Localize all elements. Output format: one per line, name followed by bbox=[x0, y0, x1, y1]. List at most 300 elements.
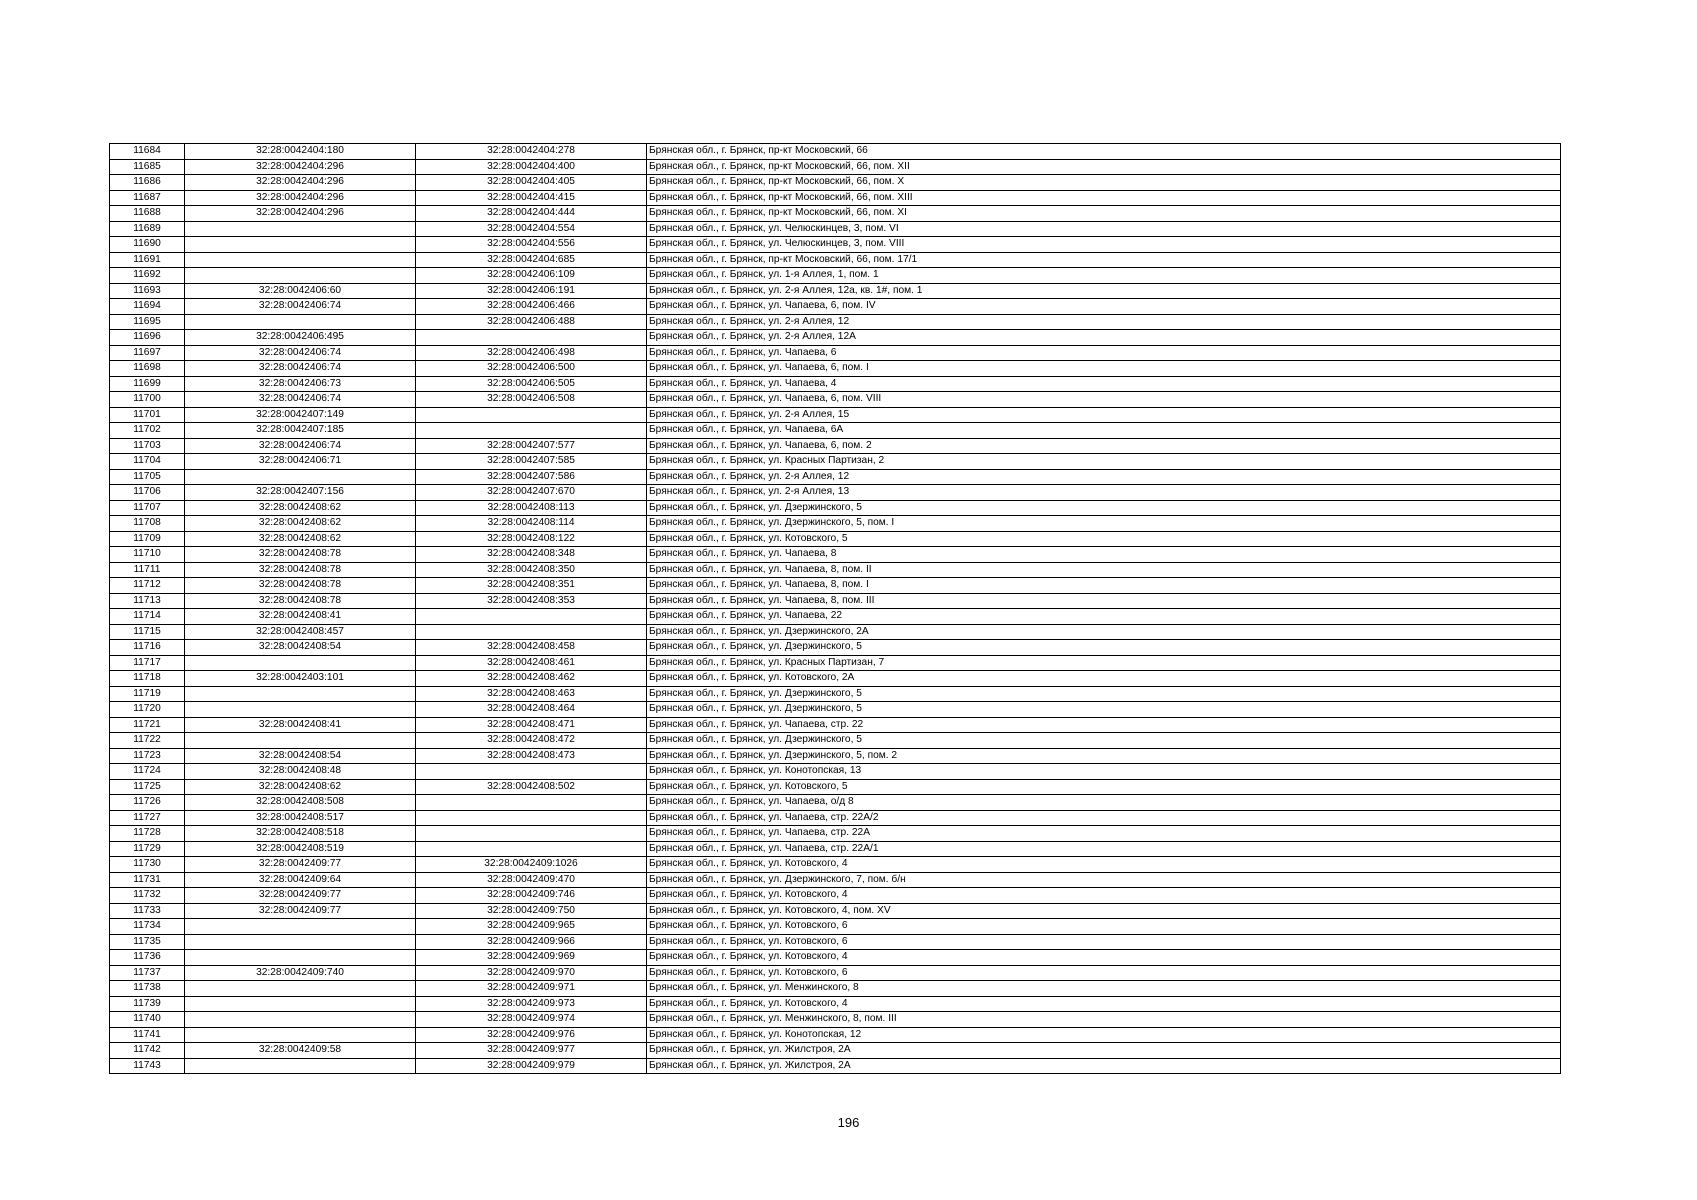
row-number-cell: 11704 bbox=[110, 454, 185, 470]
table-row bbox=[110, 857, 1561, 873]
address-cell: Брянская обл., г. Брянск, ул. Красных Партизан, 7 bbox=[647, 655, 1561, 671]
object-cadastral-number-cell: 32:28:0042409:750 bbox=[416, 903, 647, 919]
row-number-cell: 11727 bbox=[110, 810, 185, 826]
table-row bbox=[110, 981, 1561, 997]
address-cell: Брянская обл., г. Брянск, ул. Котовского, 4 bbox=[647, 950, 1561, 966]
parcel-cadastral-number-cell: 32:28:0042404:180 bbox=[185, 144, 416, 160]
row-number-cell: 11693 bbox=[110, 283, 185, 299]
parcel-cadastral-number-cell: 32:28:0042408:78 bbox=[185, 593, 416, 609]
address-cell: Брянская обл., г. Брянск, ул. Дзержинского, 5 bbox=[647, 686, 1561, 702]
row-number-cell: 11729 bbox=[110, 841, 185, 857]
row-number-cell: 11743 bbox=[110, 1058, 185, 1074]
table-row bbox=[110, 686, 1561, 702]
object-cadastral-number-cell: 32:28:0042408:114 bbox=[416, 516, 647, 532]
address-cell: Брянская обл., г. Брянск, ул. Чапаева, 8 bbox=[647, 547, 1561, 563]
table-row bbox=[110, 531, 1561, 547]
row-number-cell: 11688 bbox=[110, 206, 185, 222]
object-cadastral-number-cell: 32:28:0042404:444 bbox=[416, 206, 647, 222]
row-number-cell: 11731 bbox=[110, 872, 185, 888]
address-cell: Брянская обл., г. Брянск, ул. Котовского, 6 bbox=[647, 919, 1561, 935]
row-number-cell: 11739 bbox=[110, 996, 185, 1012]
table-row bbox=[110, 841, 1561, 857]
row-number-cell: 11723 bbox=[110, 748, 185, 764]
address-cell: Брянская обл., г. Брянск, пр-кт Московский, 66, пом. XII bbox=[647, 159, 1561, 175]
row-number-cell: 11734 bbox=[110, 919, 185, 935]
table-row bbox=[110, 593, 1561, 609]
object-cadastral-number-cell: 32:28:0042409:746 bbox=[416, 888, 647, 904]
parcel-cadastral-number-cell: 32:28:0042408:62 bbox=[185, 531, 416, 547]
address-cell: Брянская обл., г. Брянск, ул. Дзержинского, 5 bbox=[647, 733, 1561, 749]
object-cadastral-number-cell: 32:28:0042409:470 bbox=[416, 872, 647, 888]
object-cadastral-number-cell bbox=[416, 764, 647, 780]
table-row bbox=[110, 717, 1561, 733]
object-cadastral-number-cell: 32:28:0042408:472 bbox=[416, 733, 647, 749]
row-number-cell: 11741 bbox=[110, 1027, 185, 1043]
object-cadastral-number-cell: 32:28:0042406:508 bbox=[416, 392, 647, 408]
address-cell: Брянская обл., г. Брянск, ул. Чапаева, 6, пом. 2 bbox=[647, 438, 1561, 454]
row-number-cell: 11706 bbox=[110, 485, 185, 501]
address-cell: Брянская обл., г. Брянск, ул. Конотопская, 12 bbox=[647, 1027, 1561, 1043]
address-cell: Брянская обл., г. Брянск, ул. Челюскинцев, 3, пом. VIII bbox=[647, 237, 1561, 253]
object-cadastral-number-cell: 32:28:0042409:966 bbox=[416, 934, 647, 950]
table-row bbox=[110, 578, 1561, 594]
table-row bbox=[110, 609, 1561, 625]
row-number-cell: 11684 bbox=[110, 144, 185, 160]
parcel-cadastral-number-cell bbox=[185, 934, 416, 950]
parcel-cadastral-number-cell: 32:28:0042408:54 bbox=[185, 640, 416, 656]
object-cadastral-number-cell: 32:28:0042409:969 bbox=[416, 950, 647, 966]
object-cadastral-number-cell: 32:28:0042409:974 bbox=[416, 1012, 647, 1028]
object-cadastral-number-cell: 32:28:0042407:670 bbox=[416, 485, 647, 501]
row-number-cell: 11715 bbox=[110, 624, 185, 640]
address-cell: Брянская обл., г. Брянск, ул. 2-я Аллея, 12А bbox=[647, 330, 1561, 346]
address-cell: Брянская обл., г. Брянск, ул. Чапаева, 6, пом. IV bbox=[647, 299, 1561, 315]
table-row bbox=[110, 252, 1561, 268]
table-row bbox=[110, 1058, 1561, 1074]
object-cadastral-number-cell: 32:28:0042404:400 bbox=[416, 159, 647, 175]
table-row bbox=[110, 702, 1561, 718]
parcel-cadastral-number-cell: 32:28:0042408:519 bbox=[185, 841, 416, 857]
parcel-cadastral-number-cell: 32:28:0042407:185 bbox=[185, 423, 416, 439]
row-number-cell: 11685 bbox=[110, 159, 185, 175]
row-number-cell: 11703 bbox=[110, 438, 185, 454]
parcel-cadastral-number-cell: 32:28:0042403:101 bbox=[185, 671, 416, 687]
row-number-cell: 11710 bbox=[110, 547, 185, 563]
parcel-cadastral-number-cell: 32:28:0042409:77 bbox=[185, 857, 416, 873]
object-cadastral-number-cell: 32:28:0042408:122 bbox=[416, 531, 647, 547]
table-row bbox=[110, 159, 1561, 175]
row-number-cell: 11690 bbox=[110, 237, 185, 253]
object-cadastral-number-cell: 32:28:0042407:586 bbox=[416, 469, 647, 485]
table-row bbox=[110, 872, 1561, 888]
parcel-cadastral-number-cell: 32:28:0042408:78 bbox=[185, 562, 416, 578]
table-row bbox=[110, 562, 1561, 578]
address-cell: Брянская обл., г. Брянск, ул. Чапаева, 6 bbox=[647, 345, 1561, 361]
object-cadastral-number-cell: 32:28:0042408:462 bbox=[416, 671, 647, 687]
parcel-cadastral-number-cell: 32:28:0042408:518 bbox=[185, 826, 416, 842]
object-cadastral-number-cell: 32:28:0042406:466 bbox=[416, 299, 647, 315]
address-cell: Брянская обл., г. Брянск, ул. 2-я Аллея, 12 bbox=[647, 314, 1561, 330]
table-row bbox=[110, 392, 1561, 408]
object-cadastral-number-cell bbox=[416, 841, 647, 857]
row-number-cell: 11707 bbox=[110, 500, 185, 516]
parcel-cadastral-number-cell: 32:28:0042408:508 bbox=[185, 795, 416, 811]
table-row bbox=[110, 407, 1561, 423]
object-cadastral-number-cell: 32:28:0042409:1026 bbox=[416, 857, 647, 873]
row-number-cell: 11717 bbox=[110, 655, 185, 671]
parcel-cadastral-number-cell: 32:28:0042406:71 bbox=[185, 454, 416, 470]
parcel-cadastral-number-cell: 32:28:0042408:62 bbox=[185, 500, 416, 516]
address-cell: Брянская обл., г. Брянск, ул. Чапаева, стр. 22А/1 bbox=[647, 841, 1561, 857]
table-row bbox=[110, 361, 1561, 377]
address-cell: Брянская обл., г. Брянск, ул. Котовского, 2А bbox=[647, 671, 1561, 687]
table-row bbox=[110, 175, 1561, 191]
table-row bbox=[110, 144, 1561, 160]
parcel-cadastral-number-cell: 32:28:0042406:74 bbox=[185, 345, 416, 361]
object-cadastral-number-cell: 32:28:0042408:473 bbox=[416, 748, 647, 764]
object-cadastral-number-cell: 32:28:0042408:353 bbox=[416, 593, 647, 609]
object-cadastral-number-cell: 32:28:0042408:464 bbox=[416, 702, 647, 718]
table-row bbox=[110, 733, 1561, 749]
object-cadastral-number-cell: 32:28:0042406:500 bbox=[416, 361, 647, 377]
address-cell: Брянская обл., г. Брянск, ул. Котовского, 6 bbox=[647, 934, 1561, 950]
address-cell: Брянская обл., г. Брянск, ул. Жилстроя, 2А bbox=[647, 1043, 1561, 1059]
address-cell: Брянская обл., г. Брянск, ул. Чапаева, стр. 22 bbox=[647, 717, 1561, 733]
object-cadastral-number-cell: 32:28:0042409:977 bbox=[416, 1043, 647, 1059]
table-row bbox=[110, 826, 1561, 842]
address-cell: Брянская обл., г. Брянск, ул. Дзержинского, 7, пом. б/н bbox=[647, 872, 1561, 888]
registry-sheet bbox=[109, 143, 1560, 1074]
parcel-cadastral-number-cell: 32:28:0042408:48 bbox=[185, 764, 416, 780]
table-row bbox=[110, 624, 1561, 640]
parcel-cadastral-number-cell: 32:28:0042404:296 bbox=[185, 175, 416, 191]
row-number-cell: 11708 bbox=[110, 516, 185, 532]
address-cell: Брянская обл., г. Брянск, ул. Челюскинцев, 3, пом. VI bbox=[647, 221, 1561, 237]
parcel-cadastral-number-cell: 32:28:0042407:149 bbox=[185, 407, 416, 423]
address-cell: Брянская обл., г. Брянск, пр-кт Московский, 66, пом. XI bbox=[647, 206, 1561, 222]
table-row bbox=[110, 950, 1561, 966]
row-number-cell: 11691 bbox=[110, 252, 185, 268]
parcel-cadastral-number-cell bbox=[185, 1027, 416, 1043]
address-cell: Брянская обл., г. Брянск, ул. Чапаева, 6, пом. VIII bbox=[647, 392, 1561, 408]
row-number-cell: 11742 bbox=[110, 1043, 185, 1059]
object-cadastral-number-cell: 32:28:0042406:488 bbox=[416, 314, 647, 330]
row-number-cell: 11726 bbox=[110, 795, 185, 811]
parcel-cadastral-number-cell: 32:28:0042408:41 bbox=[185, 609, 416, 625]
parcel-cadastral-number-cell: 32:28:0042404:296 bbox=[185, 206, 416, 222]
parcel-cadastral-number-cell bbox=[185, 733, 416, 749]
object-cadastral-number-cell: 32:28:0042406:191 bbox=[416, 283, 647, 299]
row-number-cell: 11736 bbox=[110, 950, 185, 966]
row-number-cell: 11730 bbox=[110, 857, 185, 873]
row-number-cell: 11733 bbox=[110, 903, 185, 919]
object-cadastral-number-cell: 32:28:0042404:415 bbox=[416, 190, 647, 206]
address-cell: Брянская обл., г. Брянск, ул. Чапаева, 4 bbox=[647, 376, 1561, 392]
object-cadastral-number-cell: 32:28:0042409:971 bbox=[416, 981, 647, 997]
row-number-cell: 11689 bbox=[110, 221, 185, 237]
address-cell: Брянская обл., г. Брянск, ул. Котовского, 5 bbox=[647, 531, 1561, 547]
table-row bbox=[110, 640, 1561, 656]
address-cell: Брянская обл., г. Брянск, ул. Чапаева, стр. 22А/2 bbox=[647, 810, 1561, 826]
table-row bbox=[110, 206, 1561, 222]
object-cadastral-number-cell: 32:28:0042408:461 bbox=[416, 655, 647, 671]
table-row bbox=[110, 454, 1561, 470]
object-cadastral-number-cell bbox=[416, 407, 647, 423]
table-row bbox=[110, 283, 1561, 299]
parcel-cadastral-number-cell: 32:28:0042409:77 bbox=[185, 888, 416, 904]
object-cadastral-number-cell: 32:28:0042408:113 bbox=[416, 500, 647, 516]
row-number-cell: 11735 bbox=[110, 934, 185, 950]
row-number-cell: 11737 bbox=[110, 965, 185, 981]
address-cell: Брянская обл., г. Брянск, ул. 2-я Аллея, 12 bbox=[647, 469, 1561, 485]
parcel-cadastral-number-cell bbox=[185, 1012, 416, 1028]
address-cell: Брянская обл., г. Брянск, ул. Менжинского, 8 bbox=[647, 981, 1561, 997]
parcel-cadastral-number-cell: 32:28:0042404:296 bbox=[185, 159, 416, 175]
parcel-cadastral-number-cell: 32:28:0042404:296 bbox=[185, 190, 416, 206]
table-row bbox=[110, 423, 1561, 439]
address-cell: Брянская обл., г. Брянск, ул. Котовского, 4, пом. XV bbox=[647, 903, 1561, 919]
table-row bbox=[110, 671, 1561, 687]
address-cell: Брянская обл., г. Брянск, ул. 2-я Аллея, 13 bbox=[647, 485, 1561, 501]
object-cadastral-number-cell: 32:28:0042408:458 bbox=[416, 640, 647, 656]
row-number-cell: 11722 bbox=[110, 733, 185, 749]
row-number-cell: 11721 bbox=[110, 717, 185, 733]
row-number-cell: 11713 bbox=[110, 593, 185, 609]
parcel-cadastral-number-cell: 32:28:0042406:74 bbox=[185, 438, 416, 454]
parcel-cadastral-number-cell bbox=[185, 981, 416, 997]
table-row bbox=[110, 1012, 1561, 1028]
address-cell: Брянская обл., г. Брянск, ул. Котовского, 4 bbox=[647, 888, 1561, 904]
object-cadastral-number-cell: 32:28:0042408:351 bbox=[416, 578, 647, 594]
table-row bbox=[110, 330, 1561, 346]
table-row bbox=[110, 237, 1561, 253]
address-cell: Брянская обл., г. Брянск, ул. Чапаева, 8, пом. II bbox=[647, 562, 1561, 578]
parcel-cadastral-number-cell bbox=[185, 996, 416, 1012]
row-number-cell: 11705 bbox=[110, 469, 185, 485]
table-row bbox=[110, 299, 1561, 315]
parcel-cadastral-number-cell: 32:28:0042409:58 bbox=[185, 1043, 416, 1059]
object-cadastral-number-cell: 32:28:0042404:278 bbox=[416, 144, 647, 160]
address-cell: Брянская обл., г. Брянск, ул. Чапаева, 6А bbox=[647, 423, 1561, 439]
object-cadastral-number-cell: 32:28:0042409:973 bbox=[416, 996, 647, 1012]
row-number-cell: 11725 bbox=[110, 779, 185, 795]
parcel-cadastral-number-cell: 32:28:0042408:78 bbox=[185, 547, 416, 563]
parcel-cadastral-number-cell: 32:28:0042408:54 bbox=[185, 748, 416, 764]
object-cadastral-number-cell: 32:28:0042404:556 bbox=[416, 237, 647, 253]
address-cell: Брянская обл., г. Брянск, ул. Котовского, 4 bbox=[647, 857, 1561, 873]
object-cadastral-number-cell: 32:28:0042407:577 bbox=[416, 438, 647, 454]
object-cadastral-number-cell: 32:28:0042404:554 bbox=[416, 221, 647, 237]
address-cell: Брянская обл., г. Брянск, ул. Котовского, 6 bbox=[647, 965, 1561, 981]
address-cell: Брянская обл., г. Брянск, ул. Дзержинского, 5, пом. 2 bbox=[647, 748, 1561, 764]
table-row bbox=[110, 314, 1561, 330]
parcel-cadastral-number-cell bbox=[185, 469, 416, 485]
object-cadastral-number-cell: 32:28:0042408:471 bbox=[416, 717, 647, 733]
row-number-cell: 11712 bbox=[110, 578, 185, 594]
table-row bbox=[110, 764, 1561, 780]
row-number-cell: 11702 bbox=[110, 423, 185, 439]
row-number-cell: 11699 bbox=[110, 376, 185, 392]
address-cell: Брянская обл., г. Брянск, пр-кт Московский, 66, пом. XIII bbox=[647, 190, 1561, 206]
table-row bbox=[110, 996, 1561, 1012]
table-row bbox=[110, 469, 1561, 485]
object-cadastral-number-cell: 32:28:0042409:976 bbox=[416, 1027, 647, 1043]
object-cadastral-number-cell bbox=[416, 810, 647, 826]
parcel-cadastral-number-cell: 32:28:0042408:78 bbox=[185, 578, 416, 594]
table-row bbox=[110, 547, 1561, 563]
object-cadastral-number-cell bbox=[416, 330, 647, 346]
row-number-cell: 11718 bbox=[110, 671, 185, 687]
address-cell: Брянская обл., г. Брянск, ул. 2-я Аллея, 15 bbox=[647, 407, 1561, 423]
row-number-cell: 11692 bbox=[110, 268, 185, 284]
object-cadastral-number-cell: 32:28:0042409:970 bbox=[416, 965, 647, 981]
address-cell: Брянская обл., г. Брянск, ул. Чапаева, стр. 22А bbox=[647, 826, 1561, 842]
parcel-cadastral-number-cell: 32:28:0042409:740 bbox=[185, 965, 416, 981]
address-cell: Брянская обл., г. Брянск, ул. Дзержинского, 5 bbox=[647, 702, 1561, 718]
address-cell: Брянская обл., г. Брянск, ул. Дзержинского, 5 bbox=[647, 640, 1561, 656]
parcel-cadastral-number-cell bbox=[185, 702, 416, 718]
row-number-cell: 11687 bbox=[110, 190, 185, 206]
row-number-cell: 11714 bbox=[110, 609, 185, 625]
address-cell: Брянская обл., г. Брянск, пр-кт Московский, 66 bbox=[647, 144, 1561, 160]
address-cell: Брянская обл., г. Брянск, ул. Чапаева, 8, пом. III bbox=[647, 593, 1561, 609]
table-row bbox=[110, 810, 1561, 826]
parcel-cadastral-number-cell: 32:28:0042408:62 bbox=[185, 779, 416, 795]
address-cell: Брянская обл., г. Брянск, ул. Чапаева, 22 bbox=[647, 609, 1561, 625]
address-cell: Брянская обл., г. Брянск, пр-кт Московский, 66, пом. 17/1 bbox=[647, 252, 1561, 268]
row-number-cell: 11716 bbox=[110, 640, 185, 656]
table-row bbox=[110, 934, 1561, 950]
row-number-cell: 11700 bbox=[110, 392, 185, 408]
object-cadastral-number-cell: 32:28:0042409:979 bbox=[416, 1058, 647, 1074]
object-cadastral-number-cell: 32:28:0042407:585 bbox=[416, 454, 647, 470]
table-row bbox=[110, 268, 1561, 284]
table-row bbox=[110, 190, 1561, 206]
registry-table bbox=[109, 143, 1561, 1074]
address-cell: Брянская обл., г. Брянск, ул. Чапаева, 8, пом. I bbox=[647, 578, 1561, 594]
object-cadastral-number-cell: 32:28:0042408:502 bbox=[416, 779, 647, 795]
row-number-cell: 11694 bbox=[110, 299, 185, 315]
table-row bbox=[110, 221, 1561, 237]
parcel-cadastral-number-cell bbox=[185, 655, 416, 671]
object-cadastral-number-cell: 32:28:0042406:109 bbox=[416, 268, 647, 284]
page-number: 196 bbox=[837, 1115, 860, 1130]
address-cell: Брянская обл., г. Брянск, ул. 2-я Аллея, 12а, кв. 1#, пом. 1 bbox=[647, 283, 1561, 299]
parcel-cadastral-number-cell bbox=[185, 221, 416, 237]
parcel-cadastral-number-cell: 32:28:0042406:495 bbox=[185, 330, 416, 346]
parcel-cadastral-number-cell bbox=[185, 314, 416, 330]
row-number-cell: 11711 bbox=[110, 562, 185, 578]
row-number-cell: 11701 bbox=[110, 407, 185, 423]
parcel-cadastral-number-cell bbox=[185, 686, 416, 702]
object-cadastral-number-cell: 32:28:0042406:505 bbox=[416, 376, 647, 392]
parcel-cadastral-number-cell bbox=[185, 919, 416, 935]
object-cadastral-number-cell bbox=[416, 609, 647, 625]
address-cell: Брянская обл., г. Брянск, ул. 1-я Аллея, 1, пом. 1 bbox=[647, 268, 1561, 284]
parcel-cadastral-number-cell: 32:28:0042406:74 bbox=[185, 299, 416, 315]
address-cell: Брянская обл., г. Брянск, ул. Чапаева, о/д 8 bbox=[647, 795, 1561, 811]
row-number-cell: 11724 bbox=[110, 764, 185, 780]
row-number-cell: 11698 bbox=[110, 361, 185, 377]
address-cell: Брянская обл., г. Брянск, ул. Конотопская, 13 bbox=[647, 764, 1561, 780]
parcel-cadastral-number-cell: 32:28:0042406:74 bbox=[185, 392, 416, 408]
address-cell: Брянская обл., г. Брянск, ул. Котовского, 4 bbox=[647, 996, 1561, 1012]
parcel-cadastral-number-cell: 32:28:0042408:517 bbox=[185, 810, 416, 826]
object-cadastral-number-cell: 32:28:0042409:965 bbox=[416, 919, 647, 935]
address-cell: Брянская обл., г. Брянск, ул. Менжинского, 8, пом. III bbox=[647, 1012, 1561, 1028]
row-number-cell: 11697 bbox=[110, 345, 185, 361]
parcel-cadastral-number-cell: 32:28:0042408:457 bbox=[185, 624, 416, 640]
table-row bbox=[110, 1027, 1561, 1043]
row-number-cell: 11696 bbox=[110, 330, 185, 346]
table-row bbox=[110, 1043, 1561, 1059]
address-cell: Брянская обл., г. Брянск, ул. Дзержинского, 2А bbox=[647, 624, 1561, 640]
parcel-cadastral-number-cell bbox=[185, 268, 416, 284]
address-cell: Брянская обл., г. Брянск, ул. Дзержинского, 5, пом. I bbox=[647, 516, 1561, 532]
object-cadastral-number-cell: 32:28:0042408:463 bbox=[416, 686, 647, 702]
object-cadastral-number-cell bbox=[416, 624, 647, 640]
address-cell: Брянская обл., г. Брянск, пр-кт Московский, 66, пом. X bbox=[647, 175, 1561, 191]
table-row bbox=[110, 500, 1561, 516]
row-number-cell: 11719 bbox=[110, 686, 185, 702]
object-cadastral-number-cell: 32:28:0042404:405 bbox=[416, 175, 647, 191]
table-row bbox=[110, 903, 1561, 919]
row-number-cell: 11686 bbox=[110, 175, 185, 191]
table-row bbox=[110, 919, 1561, 935]
parcel-cadastral-number-cell: 32:28:0042406:73 bbox=[185, 376, 416, 392]
table-row bbox=[110, 888, 1561, 904]
address-cell: Брянская обл., г. Брянск, ул. Котовского, 5 bbox=[647, 779, 1561, 795]
table-row bbox=[110, 438, 1561, 454]
address-cell: Брянская обл., г. Брянск, ул. Чапаева, 6, пом. I bbox=[647, 361, 1561, 377]
object-cadastral-number-cell bbox=[416, 423, 647, 439]
object-cadastral-number-cell bbox=[416, 826, 647, 842]
row-number-cell: 11728 bbox=[110, 826, 185, 842]
table-row bbox=[110, 655, 1561, 671]
parcel-cadastral-number-cell bbox=[185, 252, 416, 268]
parcel-cadastral-number-cell bbox=[185, 1058, 416, 1074]
parcel-cadastral-number-cell bbox=[185, 237, 416, 253]
parcel-cadastral-number-cell: 32:28:0042406:60 bbox=[185, 283, 416, 299]
table-row bbox=[110, 779, 1561, 795]
address-cell: Брянская обл., г. Брянск, ул. Красных Партизан, 2 bbox=[647, 454, 1561, 470]
row-number-cell: 11709 bbox=[110, 531, 185, 547]
table-row bbox=[110, 345, 1561, 361]
object-cadastral-number-cell: 32:28:0042408:348 bbox=[416, 547, 647, 563]
table-row bbox=[110, 485, 1561, 501]
parcel-cadastral-number-cell: 32:28:0042406:74 bbox=[185, 361, 416, 377]
row-number-cell: 11740 bbox=[110, 1012, 185, 1028]
object-cadastral-number-cell: 32:28:0042404:685 bbox=[416, 252, 647, 268]
table-row bbox=[110, 376, 1561, 392]
table-row bbox=[110, 516, 1561, 532]
row-number-cell: 11738 bbox=[110, 981, 185, 997]
row-number-cell: 11732 bbox=[110, 888, 185, 904]
table-row bbox=[110, 748, 1561, 764]
parcel-cadastral-number-cell: 32:28:0042407:156 bbox=[185, 485, 416, 501]
table-row bbox=[110, 965, 1561, 981]
object-cadastral-number-cell: 32:28:0042406:498 bbox=[416, 345, 647, 361]
row-number-cell: 11695 bbox=[110, 314, 185, 330]
registry-table-body bbox=[110, 144, 1561, 1074]
object-cadastral-number-cell: 32:28:0042408:350 bbox=[416, 562, 647, 578]
parcel-cadastral-number-cell: 32:28:0042408:62 bbox=[185, 516, 416, 532]
address-cell: Брянская обл., г. Брянск, ул. Дзержинского, 5 bbox=[647, 500, 1561, 516]
parcel-cadastral-number-cell bbox=[185, 950, 416, 966]
parcel-cadastral-number-cell: 32:28:0042409:64 bbox=[185, 872, 416, 888]
address-cell: Брянская обл., г. Брянск, ул. Жилстроя, 2А bbox=[647, 1058, 1561, 1074]
parcel-cadastral-number-cell: 32:28:0042409:77 bbox=[185, 903, 416, 919]
